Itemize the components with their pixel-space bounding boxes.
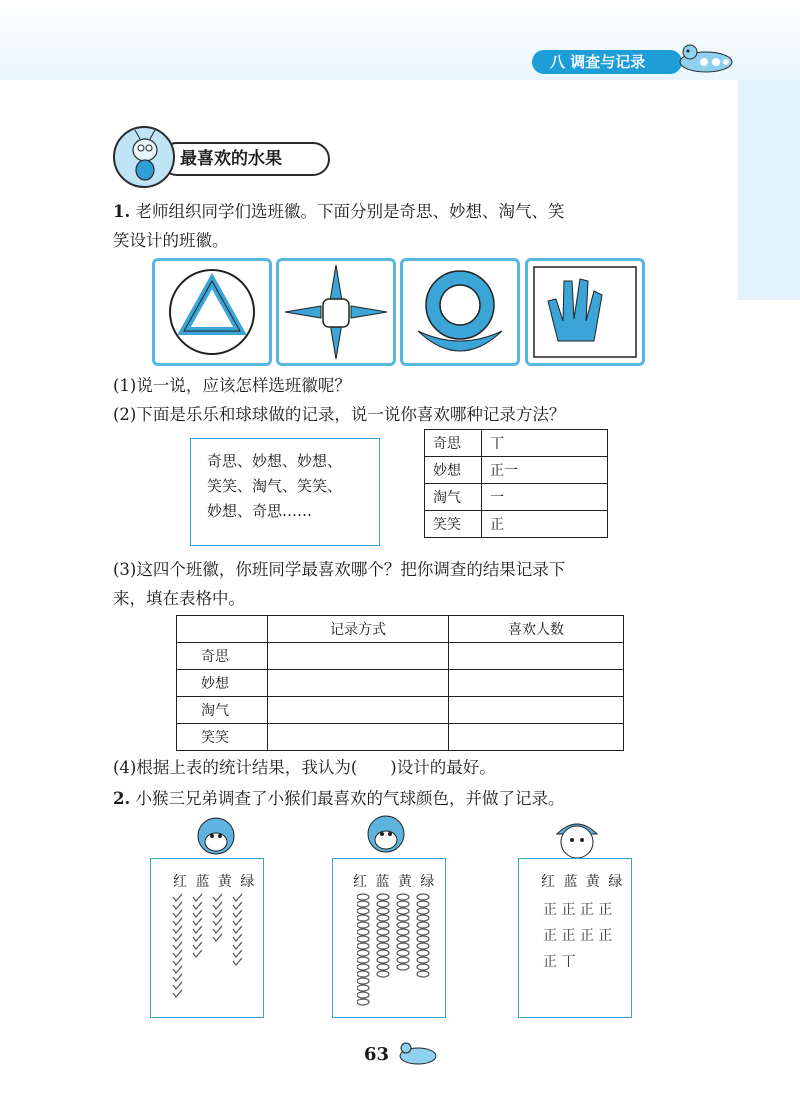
note-line: 奇思、妙想、妙想、 xyxy=(207,452,343,470)
q1-sub1: (1)说一说，应该怎样选班徽呢？ xyxy=(113,376,351,395)
q2-number: 2. xyxy=(113,789,131,808)
tally-line: 正 正 正 正 xyxy=(543,902,613,918)
logo-recycle xyxy=(152,258,272,366)
thumb-compass-icon xyxy=(279,261,393,363)
bug-mascot-icon xyxy=(396,1038,440,1068)
table-cell: 妙想 xyxy=(425,457,482,484)
record-table xyxy=(176,615,624,751)
table-cell: 丅 xyxy=(482,430,608,457)
q1-sub2: (2)下面是乐乐和球球做的记录，说一说你喜欢哪种记录方法？ xyxy=(113,405,566,424)
table-header xyxy=(177,616,268,643)
monkey-icon xyxy=(186,812,246,860)
q1-text: 老师组织同学们选班徽。下面分别是奇思、妙想、淘气、笑 xyxy=(135,202,565,221)
table-cell: 正 xyxy=(482,511,608,538)
q1-sub3-line2: 来，填在表格中。 xyxy=(113,589,245,608)
page-number: 63 xyxy=(364,1044,390,1065)
q1-text-line2: 笑设计的班徽。 xyxy=(113,231,229,250)
table-header: 记录方式 xyxy=(268,616,449,643)
side-band xyxy=(738,80,800,300)
tally-line: 正 丅 xyxy=(543,954,576,970)
q1-sub3-line1: (3)这四个班徽，你班同学最喜欢哪个？把你调查的结果记录下 xyxy=(113,560,566,579)
table-cell: 淘气 xyxy=(425,484,482,511)
table-cell: 奇思 xyxy=(177,643,268,670)
recycle-icon xyxy=(155,261,269,363)
logo-hands xyxy=(525,258,645,366)
color-headings: 红 蓝 黄 绿 xyxy=(173,874,257,890)
table-row xyxy=(177,670,624,697)
record-method-cell[interactable] xyxy=(268,643,449,670)
flower-thumb-icon xyxy=(403,261,517,363)
q1-number: 1. xyxy=(113,202,131,221)
table-cell: 妙想 xyxy=(177,670,268,697)
count-cell[interactable] xyxy=(449,670,624,697)
logo-compass xyxy=(276,258,396,366)
monkey-icon xyxy=(356,808,416,860)
table-cell: 淘气 xyxy=(177,697,268,724)
note-line: 妙想、奇思…… xyxy=(207,502,313,520)
record-card-checks xyxy=(150,858,264,1018)
note-line: 笑笑、淘气、笑笑、 xyxy=(207,477,343,495)
color-headings: 红 蓝 黄 绿 xyxy=(353,874,437,890)
q1-sub4: (4)根据上表的统计结果，我认为( )设计的最好。 xyxy=(113,758,496,777)
table-row xyxy=(425,457,608,484)
table-row xyxy=(177,643,624,670)
section-title: 最喜欢的水果 xyxy=(160,142,330,176)
table-cell: 笑笑 xyxy=(425,511,482,538)
record-method-cell[interactable] xyxy=(268,724,449,751)
table-row xyxy=(177,697,624,724)
table-cell: 笑笑 xyxy=(177,724,268,751)
table-row xyxy=(177,724,624,751)
table-row xyxy=(425,484,608,511)
monkey-cap-icon xyxy=(542,812,612,862)
q1-text-line1 xyxy=(113,198,564,226)
bee-mascot-icon xyxy=(120,126,170,188)
note-card xyxy=(190,438,380,546)
q2-text-line xyxy=(113,785,564,813)
count-cell[interactable] xyxy=(449,697,624,724)
table-row xyxy=(425,430,608,457)
record-card-zheng xyxy=(518,858,632,1018)
record-method-cell[interactable] xyxy=(268,697,449,724)
record-method-cell[interactable] xyxy=(268,670,449,697)
table-header-row xyxy=(177,616,624,643)
count-cell[interactable] xyxy=(449,643,624,670)
tally-line: 正 正 正 正 xyxy=(543,928,613,944)
logo-flower xyxy=(400,258,520,366)
chapter-tab: 八 调查与记录 xyxy=(532,50,682,74)
table-cell: 正一 xyxy=(482,457,608,484)
tally-table xyxy=(424,429,608,538)
circle-tally-icon xyxy=(357,893,467,1013)
checkmark-tally-icon xyxy=(171,893,281,1013)
table-header: 喜欢人数 xyxy=(449,616,624,643)
table-cell: 奇思 xyxy=(425,430,482,457)
color-headings: 红 蓝 黄 绿 xyxy=(541,874,625,890)
record-card-circles xyxy=(332,858,446,1018)
q2-text: 小猴三兄弟调查了小猴们最喜欢的气球颜色，并做了记录。 xyxy=(135,789,565,808)
hands-icon xyxy=(528,261,642,363)
bug-mascot-icon xyxy=(676,40,736,76)
table-cell: 一 xyxy=(482,484,608,511)
table-row xyxy=(425,511,608,538)
count-cell[interactable] xyxy=(449,724,624,751)
